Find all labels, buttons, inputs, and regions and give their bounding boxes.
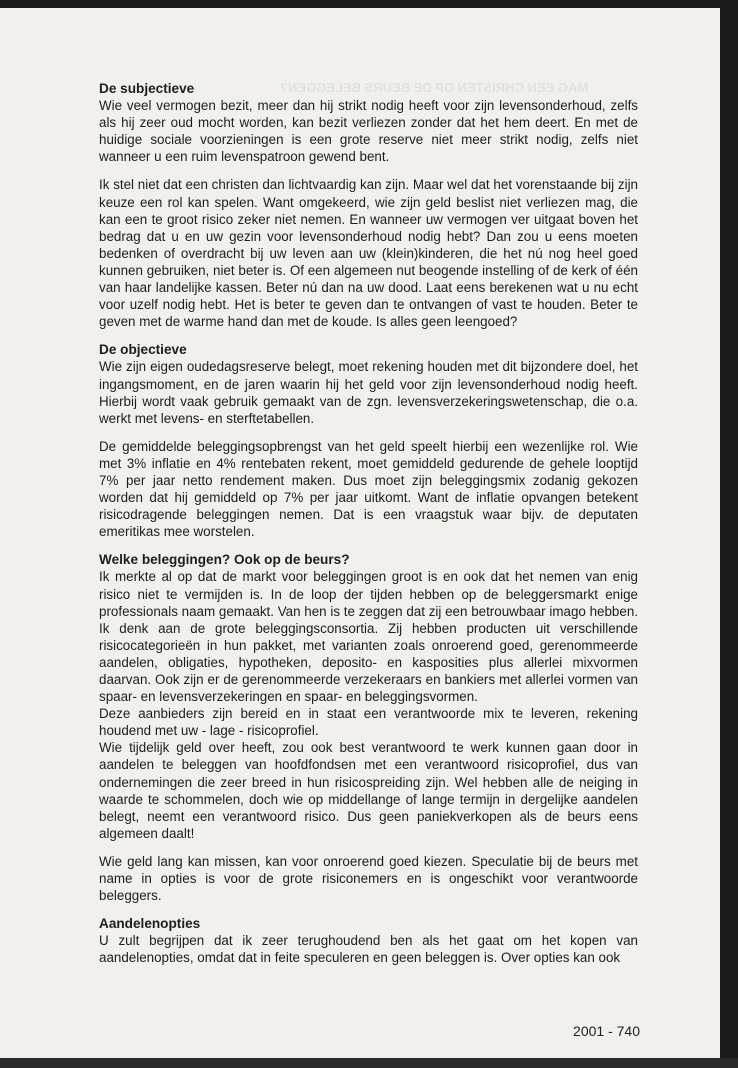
scan-border-right — [720, 0, 738, 1068]
heading-aandelenopties: Aandelenopties — [99, 916, 201, 932]
page-number: 2001 - 740 — [573, 1023, 640, 1039]
paragraph: Ik stel niet dat een christen dan lichtvaardig kan zijn. Maar wel dat het vorenstaande bij zijn keuze een rol kan spelen. Want omgekeerd, wie zijn geld beslist niet verliezen mag, die kan een te groot risico zeker niet nemen. En wanneer uw vermogen ver uitgaat boven het bedrag dat u en uw gezin voor levensonderhoud nodig hebt? Dan zou u eens moeten bedenken of overdracht bij uw leven aan uw (klein)kinderen, die het nú nog heel goed kunnen gebruiken, niet beter is. Of een algemeen nut beogende instelling of de kerk of één van haar landelijke kassen. Beter nú dan na uw dood. Laat eens berekenen wat u nu echt voor uzelf nodig hebt. Het is beter te geven dan te ontvangen of vast te houden. Beter te geven met de warme hand dan met de koude. Is alles geen leengoed? — [99, 177, 638, 330]
paragraph: Wie zijn eigen oudedagsreserve belegt, moet rekening houden met dit bijzondere doel, het ingangsmoment, en de jaren waarin hij het geld voor zijn levensonderhoud nodig heeft. Hierbij wordt vaak gebruik gemaakt van de zgn. levensverzekeringswetenschap, die o.a. werkt met levens- en sterftetabellen. — [99, 359, 638, 426]
paragraph: Ik merkte al op dat de markt voor beleggingen groot is en ook dat het nemen van enig risico niet te vermijden is. In de loop der tijden hebben op de beleggersmarkt enige professionals naam gemaakt. Van hen is te zeggen dat zij een betrouwbaar imago hebben. Ik denk aan de grote beleggingsconsortia. Zij hebben producten uit verschillende risicocategorieën in hun pakket, met varianten zoals onroerend goed, gerenommeerde aandelen, obligaties, hypotheken, deposito- en kasposities plus allerlei mixvormen daarvan. Ook zijn er de gerenommeerde verzekeraars en bankiers met allerlei vormen van spaar- en levensverzekeringen en spaar- en beleggingsvormen. — [99, 569, 638, 705]
paragraph: De gemiddelde beleggingsopbrengst van het geld speelt hierbij een wezenlijke rol. Wie met 3% inflatie en 4% rentebaten rekent, moet gemiddeld gedurende de gehele looptijd 7% per jaar netto rendement maken. Dus moet zijn beleggingsmix zodanig gekozen worden dat hij gemiddeld op 7% per jaar uitkomt. Want de inflatie opvangen betekent risicodragende beleggingen nemen. Dat is een vraagstuk waar bijv. de deputaten emeritikas mee worstelen. — [99, 438, 638, 540]
heading-objectieve: De objectieve — [99, 342, 187, 358]
paragraph: Wie tijdelijk geld over heeft, zou ook best verantwoord te werk kunnen gaan door in aandelen te beleggen van hoofdfondsen met een verantwoord risicoprofiel, dus van ondernemingen die zeer breed in hun risicospreiding zijn. Wel hebben alle de neiging in waarde te schommelen, doch wie op middellange of lange termijn in dergelijke aandelen belegt, neemt een verantwoord risico. Dus geen paniekverkopen als de beurs eens algemeen daalt! — [99, 740, 638, 841]
article-body — [99, 80, 638, 967]
scan-border-bottom — [0, 1058, 738, 1068]
paragraph: Wie veel vermogen bezit, meer dan hij strikt nodig heeft voor zijn levensonderhoud, zelfs als hij zeer oud mocht worden, kan bezit verliezen zonder dat het hem deert. En met de huidige sociale voorzieningen is een grote reserve niet meer strikt nodig, zelfs niet wanneer u een ruim levenspatroon gewend bent. — [99, 98, 638, 165]
heading-subjectieve: De subjectieve — [99, 81, 195, 96]
scan-border-top — [0, 0, 738, 8]
paragraph: Deze aanbieders zijn bereid en in staat een verantwoorde mix te leveren, rekening houdend met uw - lage - risicoprofiel. — [99, 706, 638, 739]
heading-welke-beleggingen: Welke beleggingen? Ook op de beurs? — [99, 552, 350, 568]
paragraph: U zult begrijpen dat ik zeer terughoudend ben als het gaat om het kopen van aandelenopties, omdat dat in feite speculeren en geen beleggen is. Over opties kan ook — [99, 933, 638, 966]
paragraph: Wie geld lang kan missen, kan voor onroerend goed kiezen. Speculatie bij de beurs met name in opties is voor de grote risiconemers en is ongeschikt voor verantwoorde beleggers. — [99, 853, 638, 904]
show-through-text: MAG EEN CHRISTEN OP DE BEURS BELEGGEN? — [280, 80, 589, 95]
